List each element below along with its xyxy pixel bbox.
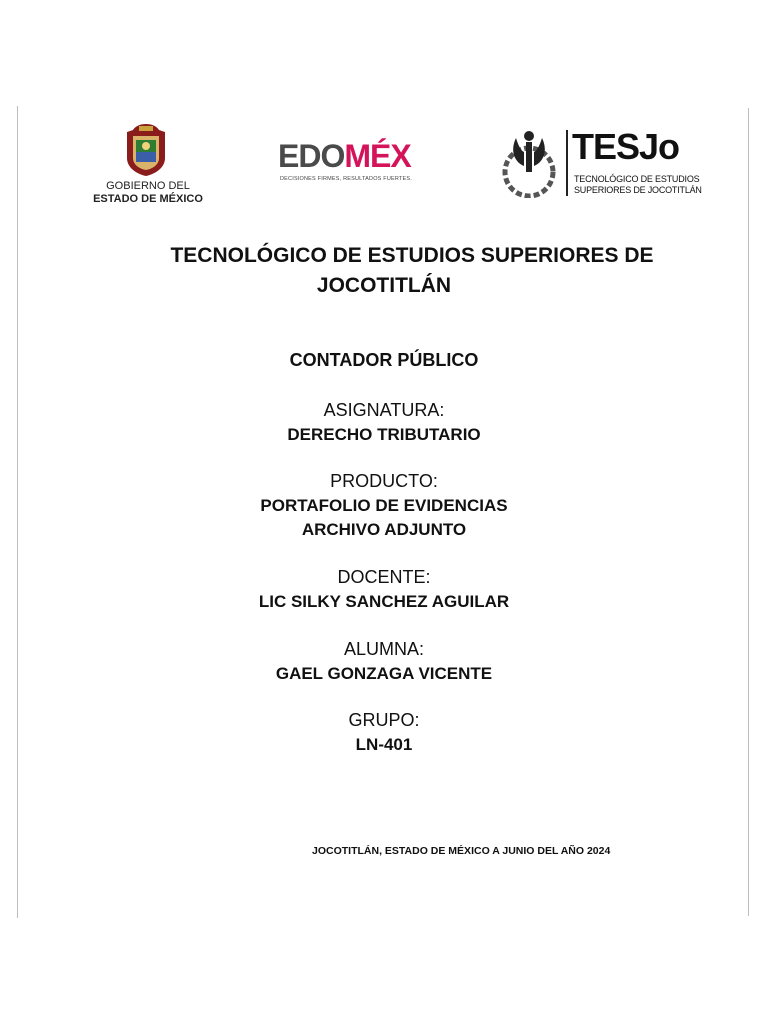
career-title: CONTADOR PÚBLICO [289,350,479,370]
tesjo-subtitle-line1: TECNOLÓGICO DE ESTUDIOS [574,174,700,184]
alumna-value: GAEL GONZAGA VICENTE [275,664,493,683]
institution-title-line1: TECNOLÓGICO DE ESTUDIOS SUPERIORES DE [170,244,654,267]
alumna-label: ALUMNA: [343,639,424,659]
grupo-label: GRUPO: [348,710,420,730]
gobierno-line2: ESTADO DE MÉXICO [93,193,203,205]
asignatura-label: ASIGNATURA: [323,400,445,420]
edomex-word-mx: MÉX [344,138,411,174]
edomex-word-left: EDO [278,138,345,174]
tesjo-logo [496,126,702,202]
producto-label: PRODUCTO: [330,471,438,491]
footer-place-date: JOCOTITLÁN, ESTADO DE MÉXICO A JUNIO DEL AÑO 2024 [312,845,611,857]
docente-value: LIC SILKY SANCHEZ AGUILAR [258,592,510,611]
asignatura-value: DERECHO TRIBUTARIO [287,425,481,444]
gobierno-edomex-logo [80,122,216,206]
institution-title-line2: JOCOTITLÁN [316,274,452,297]
edomex-wordmark [278,138,411,175]
tesjo-emblem-icon [496,126,562,198]
edomex-logo [278,138,444,188]
grupo-value: LN-401 [355,735,413,754]
tesjo-subtitle-line2: SUPERIORES DE JOCOTITLÁN [574,185,702,195]
docente-label: DOCENTE: [337,567,431,587]
state-seal-icon [121,122,171,178]
producto-value-line1: PORTAFOLIO DE EVIDENCIAS [260,496,508,515]
tesjo-wordmark: TESJo [572,126,680,167]
producto-value-line2: ARCHIVO ADJUNTO [301,520,467,539]
gobierno-line1: GOBIERNO DEL [106,180,190,192]
edomex-tagline: DECISIONES FIRMES, RESULTADOS FUERTES. [280,176,412,182]
tesjo-divider [566,130,568,196]
